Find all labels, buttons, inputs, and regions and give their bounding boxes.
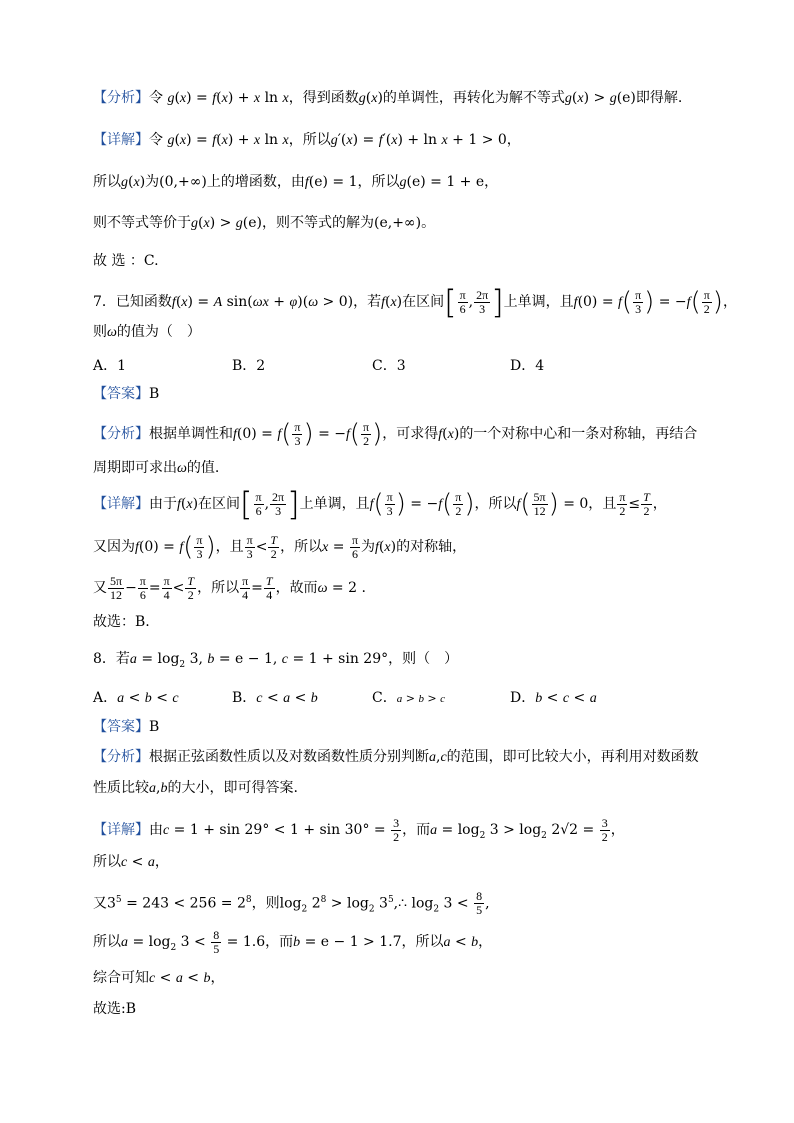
q8-option-b[interactable]: B．c < a < b [232,690,318,706]
q7-analysis: 【分析】根据单调性和f(0) = f( $\frac{\pi}{3}$ ) = −f( $\frac{\pi}{2}$ )，可求得f(x)的一个对称中心和一条对称轴，再结合 [93,419,698,449]
q8-choose: 故选:B [93,1001,137,1017]
p6-analysis-line: 【分析】令 g(x) = f(x) + x ln x，得到函数g(x)的单调性，再转化为解不等式g(x) > g(e)即得解. [93,90,683,106]
q7-analysis-line2: 周期即可求出ω的值. [93,460,220,476]
q8-analysis-line2: 性质比较a,b的大小，即可得答案. [93,780,298,796]
q8-stem: 8．若$a = \log_2 3$, b = e − 1, c = 1 + sin 29°，则（ ） [93,651,459,670]
q7-answer: 【答案】B [93,386,160,402]
p6-detail-line: 【详解】令 g(x) = f(x) + x ln x，所以g′(x) = f′(x) + ln x + 1 > 0， [93,132,521,148]
q7-option-b[interactable]: B．2 [232,358,266,374]
q7-detail-line2: 又因为f(0) = f( $\frac{\pi}{3}$ )，且 $\frac{\pi}{3}$ < $\frac{T}{2}$ ，所以x = $\frac{\pi}{6}$ 为f(x)的对称轴， [93,532,467,562]
q8-analysis: 【分析】根据正弦函数性质以及对数函数性质分别判断a,c的范围，即可比较大小，再利用对数函数 [93,749,699,765]
detail-tag: 【详解】 [93,132,149,148]
q8-detail-line5: 综合可知c < a < b， [93,970,225,986]
analysis-tag: 【分析】 [93,90,149,106]
q7-stem-line2: 则ω的值为（ ） [93,324,201,340]
q8-detail-line4: 所以$a = \log_2 3$ < $\frac{8}{5}$ = 1.6，而b = e − 1 > 1.7，所以a < b， [93,927,493,956]
p6-line4: 则不等式等价于g(x) > g(e)，则不等式的解为(e,+∞)。 [93,215,436,231]
q8-detail-line2: 所以c < a， [93,854,169,870]
q8-option-d[interactable]: D．b < c < a [510,690,597,706]
q7-detail: 【详解】由于f(x)在区间[ $\frac{\pi}{6}$ , $\frac{2\pi}{3}$ ]上单调，且f( $\frac{\pi}{3}$ ) = −f( $\frac{\pi}{2}$ )，所以f( $\frac{5\pi}{12}$ ) = 0，且 $\frac{\pi}{2}$ ≤ $\frac{T}{2}$ ， [93,485,667,523]
q7-option-c[interactable]: C．3 [372,358,406,374]
q8-answer: 【答案】B [93,719,160,735]
p6-choose: 故 选 ：C. [93,253,159,269]
q7-option-d[interactable]: D．4 [510,358,545,374]
p6-line3: 所以g(x)为(0,+∞)上的增函数，由f(e) = 1，所以g(e) = 1 + e， [93,174,499,190]
q7-stem: 7．已知函数f(x) = A sin(ωx + φ)(ω > 0)，若f(x)在区间[ $\frac{\pi}{6}$ , $\frac{2\pi}{3}$ ]上单调，且f(0) = f( $\frac{\pi}{3}$ ) = −f( $\frac{\pi}{2}$ )， [93,283,737,321]
q8-detail: 【详解】由c = 1 + sin 29° < 1 + sin 30° = $\frac{3}{2}$ ，而$a = \log_2 3 > \log_2 2√2$ = $\frac{3}{2}$ ， [93,815,625,844]
q7-choose: 故选：B. [93,614,150,630]
answer-tag: 【答案】 [93,386,149,402]
q7-option-a[interactable]: A．1 [93,358,127,374]
q7-detail-line3: 又 $\frac{5\pi}{12}$ − $\frac{\pi}{6}$ = $\frac{\pi}{4}$ < $\frac{T}{2}$ ，所以 $\frac{\pi}{4}$ = $\frac{T}{4}$ ，故而ω = 2 . [93,573,366,602]
q8-option-c[interactable]: C．a > b > c [372,690,446,706]
q8-detail-line3: 又$3^5 = 243 < 256 = 2^8$，则$\log_2 2^8 > \log_2$ $3^5,\therefore$ $\log_2 3$ < $\frac{8}{5}$ , [93,889,490,918]
q8-option-a[interactable]: A．a < b < c [93,690,179,706]
